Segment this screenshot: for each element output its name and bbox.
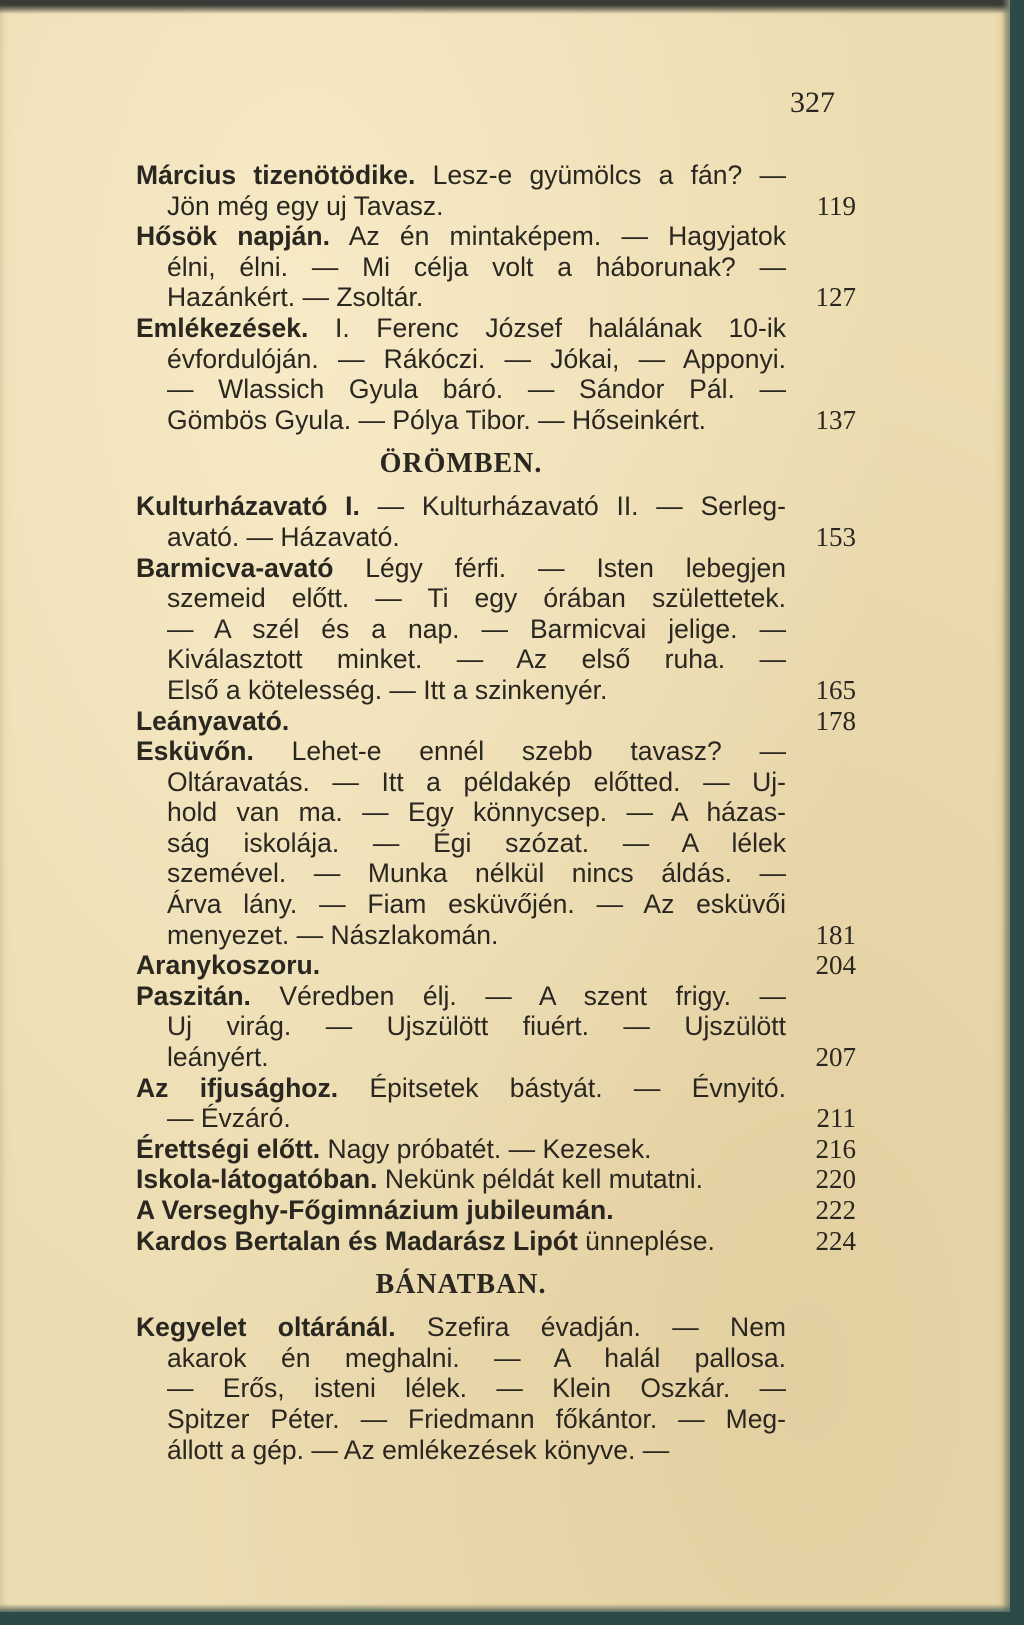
toc-entry [136, 1164, 856, 1195]
toc-entry-title: Érettségi előtt. [136, 1133, 321, 1164]
toc-entry-subtitles: Oltáravatás. — Itt a példakép előtted. — Uj- [167, 766, 786, 797]
toc-entry-line [136, 920, 856, 951]
toc-entry-line [136, 191, 856, 222]
toc-page-number: 216 [815, 1133, 856, 1164]
toc-entry-subtitles: évfordulóján. — Rákóczi. — Jókai, — Apponyi. [167, 343, 786, 374]
toc-entry-text [136, 313, 786, 344]
toc-entry-line [136, 736, 856, 767]
toc-entry-title: Kardos Bertalan és Madarász Lipót [136, 1225, 578, 1256]
toc-entry-line [136, 614, 856, 645]
toc-entry-text [136, 767, 786, 798]
toc-entry-text [136, 221, 786, 252]
toc-entry-text [136, 583, 786, 614]
toc-entry [136, 1073, 856, 1134]
toc-entry-text [136, 1103, 786, 1134]
toc-entry [136, 313, 856, 435]
toc-entry-line [136, 1312, 856, 1343]
toc-entry-text [136, 491, 786, 522]
toc-entry-subtitles: ság iskolája. — Égi szózat. — A lélek [167, 827, 786, 858]
toc-entry-line [136, 282, 856, 313]
toc-entry-title: Kulturházavató I. [136, 491, 360, 522]
toc-entry-subtitles: Jön még egy uj Tavasz. [167, 190, 444, 221]
toc-entry-subtitles: — Kulturházavató II. — Serleg- [359, 491, 786, 522]
toc-page-number: 207 [815, 1042, 856, 1073]
toc-entry-text [136, 374, 786, 405]
toc-entry-text [136, 1195, 786, 1226]
toc-entry-title: Kegyelet oltáránál. [136, 1312, 396, 1343]
toc-entry-title: Március tizenötödike. [136, 160, 416, 190]
toc-entry-line [136, 553, 856, 584]
toc-entry-text [136, 675, 786, 706]
toc-entry-text [136, 1343, 786, 1374]
toc-page-number: 204 [815, 950, 856, 981]
toc-entry-text [136, 252, 786, 283]
toc-page-number: 127 [815, 282, 856, 313]
toc-entry-line [136, 767, 856, 798]
page-right-edge [1002, 0, 1010, 1612]
toc-entry-subtitles: Kiválasztott minket. — Az első ruha. — [167, 644, 786, 675]
toc-entry-text [136, 736, 786, 767]
toc-entry-subtitles: állott a gép. — Az emlékezések könyve. — [167, 1434, 670, 1465]
toc-entry-text [136, 1226, 786, 1257]
toc-entry [136, 1195, 856, 1226]
toc-entry [136, 491, 856, 552]
toc-entry-text [136, 282, 786, 313]
toc-entry-subtitles: Épitsetek bástyát. — Évnyitó. [338, 1072, 786, 1103]
toc-entry-line [136, 828, 856, 859]
page-number: 327 [790, 86, 835, 119]
toc-entry-text [136, 828, 786, 859]
toc-entry-line [136, 583, 856, 614]
toc-entry-subtitles: Uj virág. — Ujszülött fiuért. — Ujszülött [167, 1011, 786, 1042]
toc-entry-line [136, 950, 856, 981]
toc-entry-text [136, 344, 786, 375]
toc-entry-text [136, 191, 786, 222]
toc-entry-subtitles: Nagy próbatét. — Kezesek. [320, 1133, 652, 1164]
toc-entry-text [136, 1011, 786, 1042]
toc-entry-line [136, 405, 856, 436]
toc-entry-line [136, 981, 856, 1012]
toc-entry [136, 706, 856, 737]
toc-entry-line [136, 252, 856, 283]
toc-entry-subtitles: avató. — Házavató. [167, 521, 400, 552]
toc-entry-title: Aranykoszoru. [136, 950, 321, 981]
toc-entry-subtitles: — A szél és a nap. — Barmicvai jelige. — [167, 613, 786, 644]
section-heading: ÖRÖMBEN. [379, 448, 543, 480]
toc-entry-text [136, 1073, 786, 1104]
toc-page-number: 165 [815, 674, 856, 705]
toc-entry-subtitles: hold van ma. — Egy könnycsep. — A házas- [167, 797, 786, 828]
toc-entry-line [136, 491, 856, 522]
page-top-edge [0, 0, 1010, 14]
toc-entry-subtitles: Hazánkért. — Zsoltár. [167, 282, 424, 313]
toc-entry-title: A Verseghy-Főgimnázium jubileumán. [136, 1195, 614, 1225]
toc-entry-subtitles: szemeid előtt. — Ti egy órában születtetek. [167, 583, 786, 614]
toc-entry-text [136, 160, 786, 191]
toc-entry-line [136, 1373, 856, 1404]
toc-entry-subtitles: ünneplése. [577, 1225, 715, 1256]
toc-page-number: 178 [815, 705, 856, 736]
toc-entry-text [136, 920, 786, 951]
toc-entry-title: Hősök napján. [136, 221, 330, 252]
toc-entry-subtitles: Árva lány. — Fiam esküvőjén. — Az esküvői [167, 889, 786, 920]
toc-entry-line [136, 344, 856, 375]
toc-entry [136, 1134, 856, 1165]
toc-entry [136, 950, 856, 981]
toc-entry-line [136, 1195, 856, 1226]
toc-entry-title: Esküvőn. [136, 736, 254, 767]
toc-entry-text [136, 1164, 786, 1195]
toc-page-number: 153 [815, 521, 856, 552]
toc-entry-text [136, 797, 786, 828]
toc-entry-subtitles: — Évzáró. [167, 1103, 291, 1134]
toc-entry-text [136, 1373, 786, 1404]
toc-entry-line [136, 675, 856, 706]
toc-entry [136, 1226, 856, 1257]
toc-entry-subtitles: Az én mintaképem. — Hagyjatok [329, 221, 786, 252]
toc-entry-text [136, 644, 786, 675]
toc-entry [136, 160, 856, 221]
toc-entry-line [136, 160, 856, 191]
toc-entry-title: Iskola-látogatóban. [136, 1164, 378, 1195]
toc-entry-line [136, 1073, 856, 1104]
toc-entry-subtitles: Légy férfi. — Isten lebegjen [333, 552, 786, 583]
toc-entry-subtitles: élni, élni. — Mi célja volt a háborunak? — [167, 251, 786, 282]
toc-entry-text [136, 614, 786, 645]
toc-page-number: 119 [816, 190, 856, 221]
toc-entry-subtitles: — Wlassich Gyula báró. — Sándor Pál. — [167, 374, 786, 405]
toc-entry-text [136, 858, 786, 889]
toc-entry-line [136, 374, 856, 405]
toc-entry-line [136, 221, 856, 252]
toc-entry-line [136, 797, 856, 828]
toc-entry-line [136, 1042, 856, 1073]
toc-entry-subtitles: I. Ferenc József halálának 10-ik [308, 312, 786, 343]
toc-page-number: 220 [815, 1164, 856, 1195]
toc-page-number: 211 [816, 1103, 856, 1134]
toc-entry-title: Emlékezések. [136, 312, 309, 343]
section-heading: BÁNATBAN. [375, 1269, 547, 1301]
toc-entry-line [136, 1435, 856, 1466]
toc-entry-line [136, 858, 856, 889]
toc-entry-title: Paszitán. [136, 980, 251, 1011]
toc-entry-text [136, 522, 786, 553]
toc-entry-text [136, 950, 786, 981]
toc-entry-subtitles: akarok én meghalni. — A halál pallosa. [167, 1342, 786, 1373]
toc-page-number: 224 [815, 1225, 856, 1256]
toc-entry-line [136, 706, 856, 737]
toc-entry [136, 221, 856, 313]
toc-entry-text [136, 706, 786, 737]
toc-entry [136, 736, 856, 950]
toc-entry-title: Barmicva-avató [136, 552, 334, 583]
toc-entry-subtitles: leányért. [167, 1042, 269, 1073]
toc-entry-subtitles: — Erős, isteni lélek. — Klein Oszkár. — [167, 1373, 786, 1404]
toc-entry-subtitles: Véredben élj. — A szent frigy. — [250, 980, 786, 1011]
toc-entry-subtitles: szemével. — Munka nélkül nincs áldás. — [167, 858, 786, 889]
toc-entry [136, 553, 856, 706]
page-bottom-edge [0, 1604, 1010, 1612]
toc-page-number: 181 [815, 919, 856, 950]
toc-entry-text [136, 1404, 786, 1435]
toc-entry-line [136, 644, 856, 675]
toc-entry-line [136, 889, 856, 920]
toc-entry-text [136, 1435, 786, 1466]
toc-entry-subtitles: Első a kötelesség. — Itt a szinkenyér. [167, 674, 608, 705]
toc-entry-subtitles: Szefira évadján. — Nem [395, 1312, 786, 1343]
table-of-contents [136, 160, 856, 1465]
toc-entry-line [136, 1404, 856, 1435]
toc-entry-title: Leányavató. [136, 705, 290, 736]
toc-entry-subtitles: menyezet. — Nászlakomán. [167, 919, 499, 950]
toc-entry-subtitles: Lehet-e ennél szebb tavasz? — [253, 736, 786, 767]
toc-entry-line [136, 1343, 856, 1374]
toc-entry-text [136, 889, 786, 920]
toc-entry-subtitles: Gömbös Gyula. — Pólya Tibor. — Hőseinkért. [167, 404, 707, 435]
toc-entry-text [136, 1312, 786, 1343]
toc-entry-title: Az ifjusághoz. [136, 1072, 339, 1103]
toc-entry-line [136, 1103, 856, 1134]
toc-entry-line [136, 1226, 856, 1257]
toc-page-number: 137 [815, 404, 856, 435]
toc-entry-text [136, 1134, 786, 1165]
toc-entry-text [136, 981, 786, 1012]
toc-page-number: 222 [815, 1195, 856, 1225]
toc-entry [136, 1312, 856, 1465]
toc-entry-subtitles: Nekünk példát kell mutatni. [377, 1164, 704, 1195]
toc-entry-line [136, 1134, 856, 1165]
toc-entry-line [136, 313, 856, 344]
toc-entry-line [136, 1164, 856, 1195]
toc-entry [136, 981, 856, 1073]
toc-entry-subtitles: Spitzer Péter. — Friedmann főkántor. — Meg- [167, 1403, 786, 1434]
toc-entry-line [136, 1011, 856, 1042]
toc-entry-text [136, 405, 786, 436]
toc-entry-subtitles: Lesz-e gyümölcs a fán? — [415, 160, 786, 190]
toc-entry-text [136, 553, 786, 584]
toc-entry-text [136, 1042, 786, 1073]
toc-entry-line [136, 522, 856, 553]
